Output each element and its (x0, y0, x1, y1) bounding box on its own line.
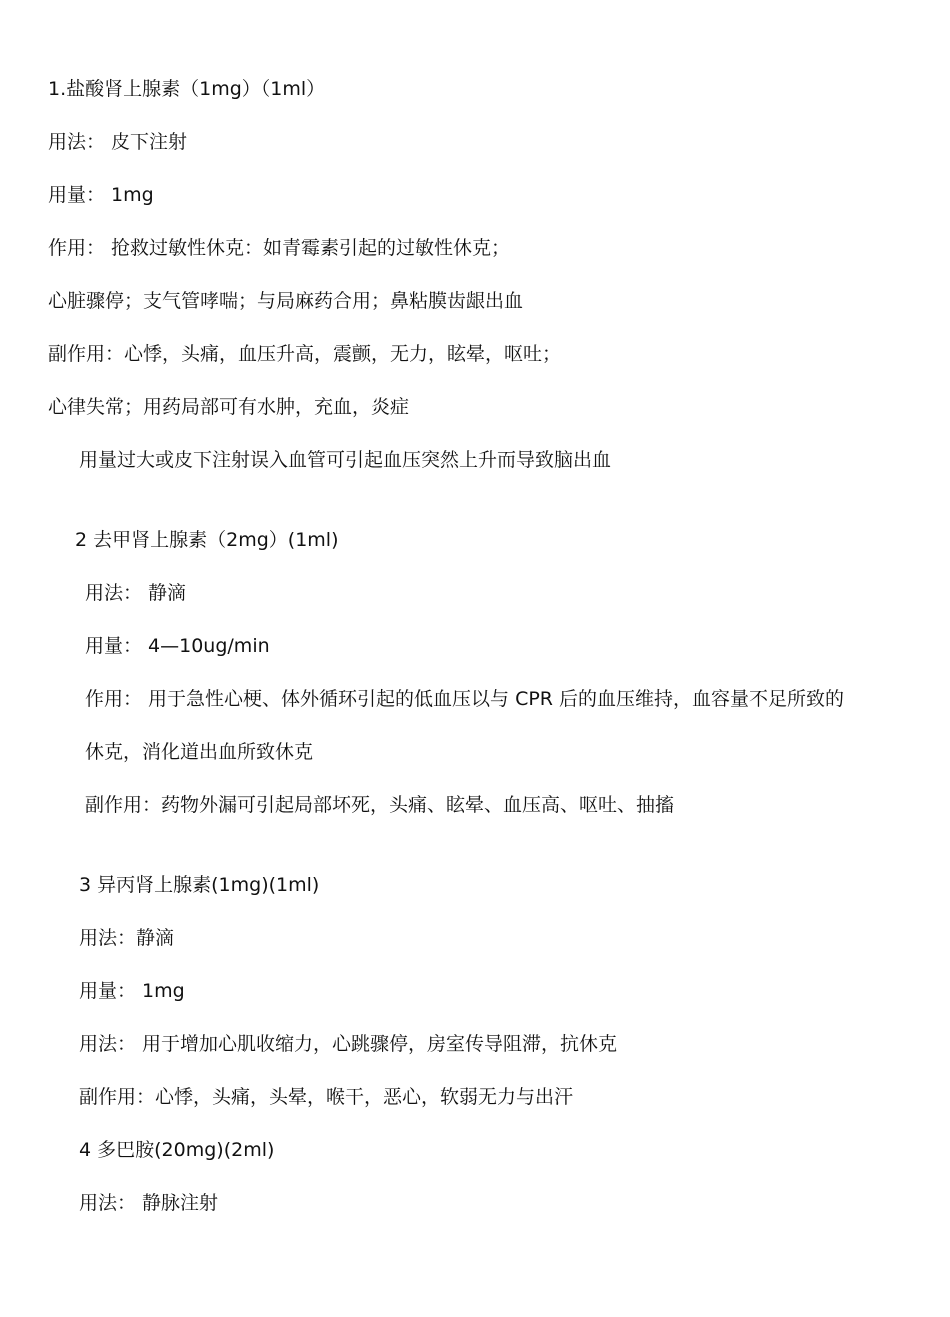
section3-usage: 用法：静滴 (79, 927, 175, 949)
section3-side-effect: 副作用：心悸，头痛，头晕，喉干，恶心，软弱无力与出汗 (79, 1086, 574, 1108)
section2-effect-line2: 休克，消化道出血所致休克 (85, 741, 314, 763)
section4-title: 4 多巴胺(20mg)(2ml) (79, 1139, 275, 1161)
section1-side-effect-line2: 心律失常；用药局部可有水肿，充血，炎症 (48, 396, 410, 418)
section1-effect-line2: 心脏骤停；支气管哮喘；与局麻药合用；鼻粘膜齿龈出血 (48, 290, 524, 312)
section1-title: 1.盐酸肾上腺素（1mg）（1ml） (48, 78, 326, 100)
section3-effect: 用法： 用于增加心肌收缩力，心跳骤停，房室传导阻滞，抗休克 (79, 1033, 618, 1055)
section3-title: 3 异丙肾上腺素(1mg)(1ml) (79, 874, 320, 896)
section2-side-effect: 副作用：药物外漏可引起局部坏死，头痛、眩晕、血压高、呕吐、抽搐 (85, 794, 675, 816)
section3-dosage: 用量： 1mg (79, 980, 185, 1002)
section2-effect-line1: 作用： 用于急性心梗、体外循环引起的低血压以与 CPR 后的血压维持，血容量不足所致的 (85, 688, 845, 710)
section4-usage: 用法： 静脉注射 (79, 1192, 219, 1214)
section1-side-effect-line3: 用量过大或皮下注射误入血管可引起血压突然上升而导致脑出血 (79, 449, 612, 471)
section1-effect-line1: 作用： 抢救过敏性休克：如青霉素引起的过敏性休克； (48, 237, 511, 259)
section1-side-effect-line1: 副作用：心悸，头痛，血压升高，震颤，无力，眩晕，呕吐； (48, 343, 562, 365)
section2-usage: 用法： 静滴 (85, 582, 187, 604)
section2-title: 2 去甲肾上腺素（2mg）(1ml) (75, 529, 339, 551)
section1-dosage: 用量： 1mg (48, 184, 154, 206)
section1-usage: 用法： 皮下注射 (48, 131, 188, 153)
section2-dosage: 用量： 4—10ug/min (85, 635, 270, 657)
